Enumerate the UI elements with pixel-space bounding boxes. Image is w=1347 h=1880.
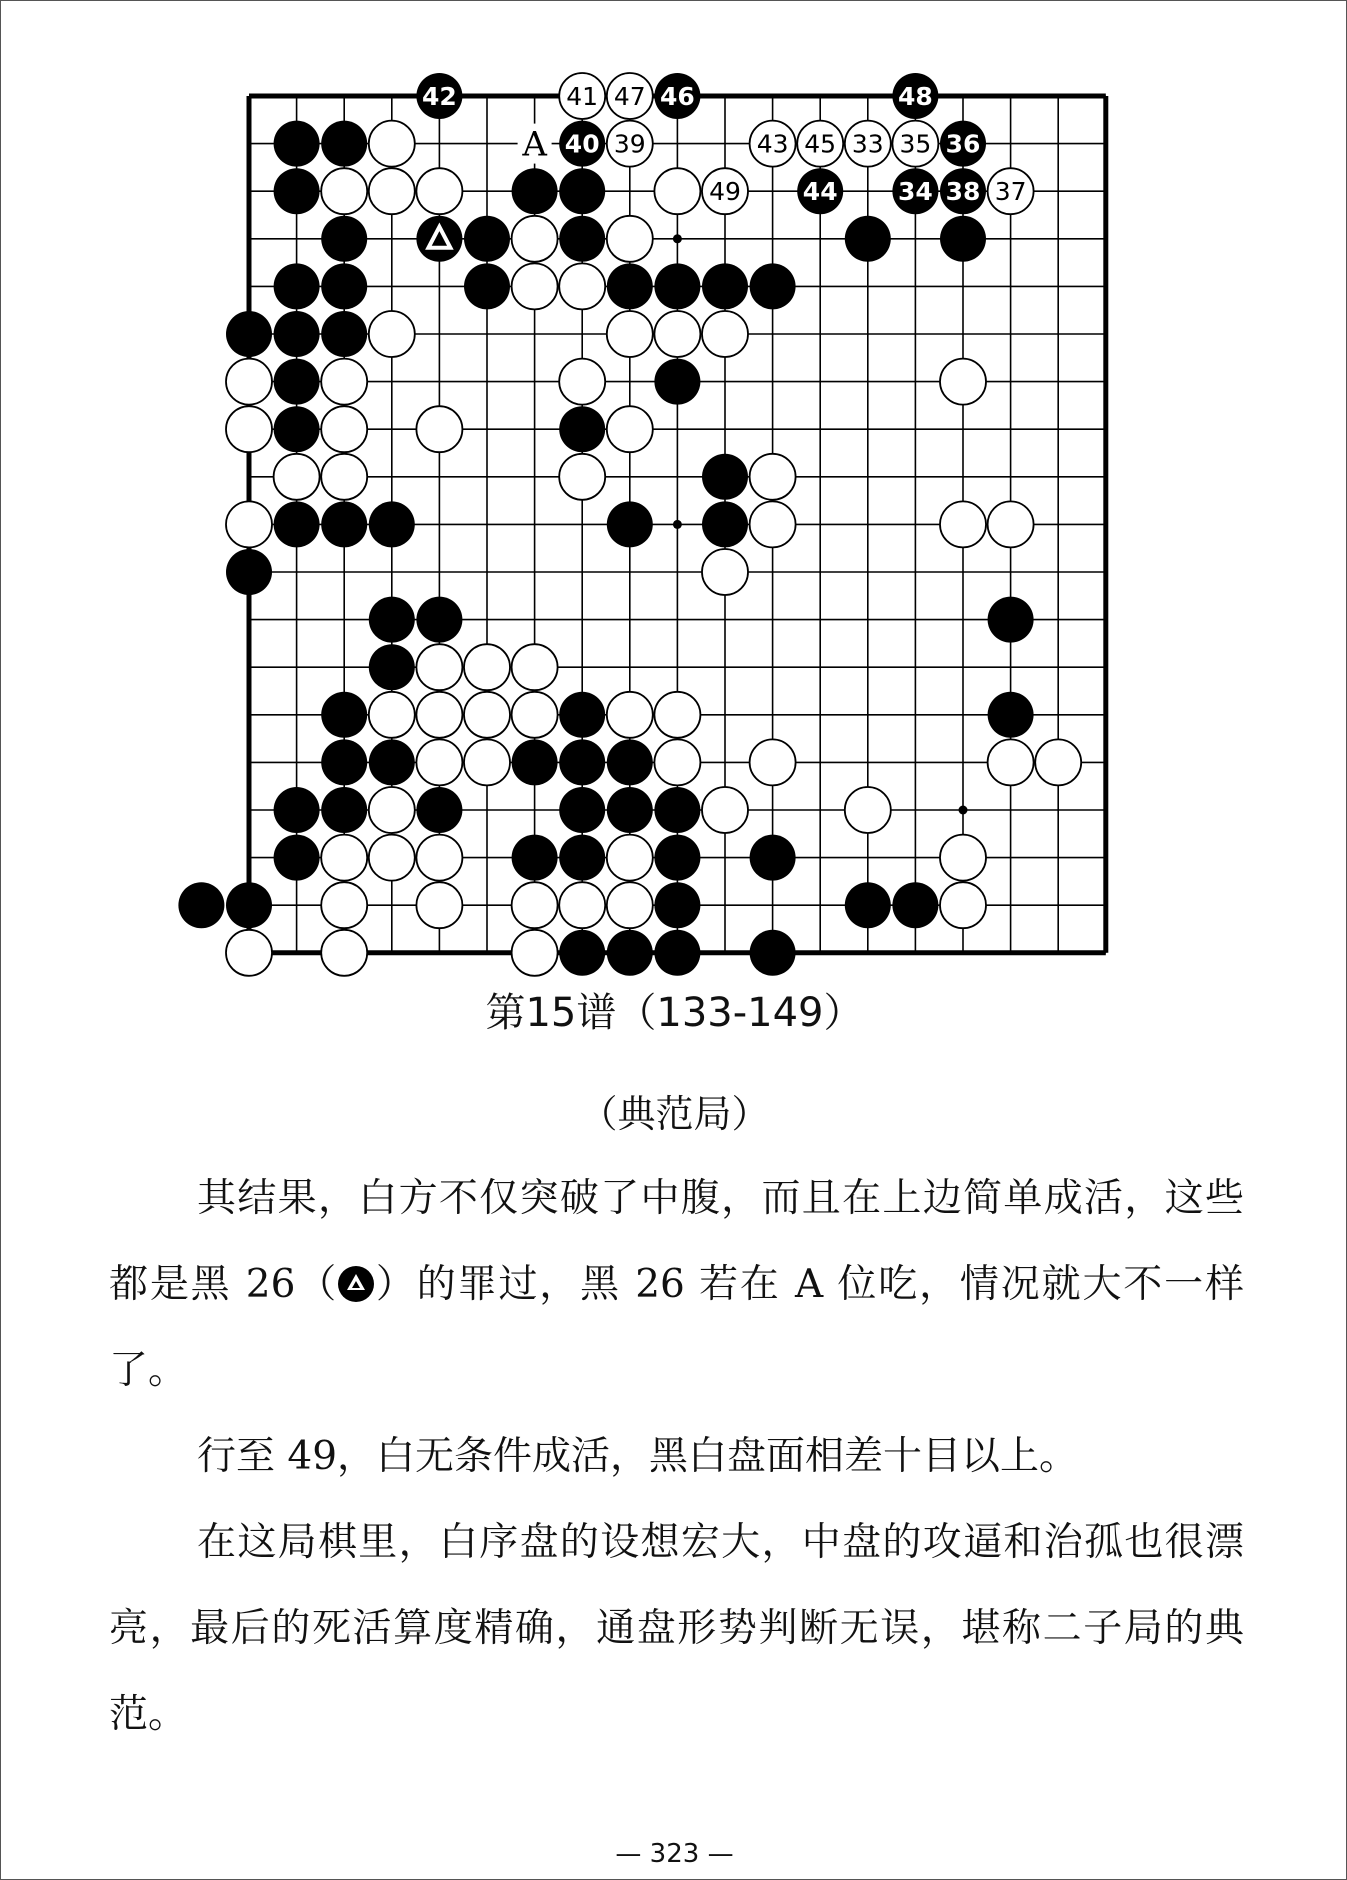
move-number-label: 48 — [898, 82, 933, 111]
black-stone — [559, 739, 605, 785]
black-stone — [892, 882, 938, 928]
white-stone — [512, 216, 558, 262]
white-stone — [369, 121, 415, 167]
white-stone — [559, 882, 605, 928]
black-stone — [988, 597, 1034, 643]
white-stone — [369, 692, 415, 738]
black-stone — [654, 359, 700, 405]
black-stone — [512, 835, 558, 881]
white-stone — [512, 930, 558, 976]
white-stone — [369, 835, 415, 881]
white-stone — [702, 549, 748, 595]
move-number-label: 36 — [945, 129, 981, 159]
white-stone — [321, 168, 367, 214]
white-stone — [416, 644, 462, 690]
move-number-label: 38 — [945, 177, 981, 207]
move-number-label: 40 — [564, 129, 600, 159]
white-stone — [464, 644, 510, 690]
white-stone — [416, 692, 462, 738]
diagram-caption: 第15谱（133-149） — [485, 990, 864, 1036]
black-stone — [274, 406, 320, 452]
black-stone — [607, 263, 653, 309]
move-number-label: 43 — [756, 129, 789, 159]
black-stone — [607, 739, 653, 785]
black-stone — [369, 644, 415, 690]
black-stone — [321, 692, 367, 738]
black-stone — [321, 263, 367, 309]
black-stone — [321, 787, 367, 833]
white-stone — [226, 359, 272, 405]
white-stone — [226, 406, 272, 452]
black-stone — [274, 501, 320, 547]
white-stone — [464, 692, 510, 738]
paragraph-1-part-a: 其结果，白方不仅突破了中腹，而且在上边简单成活，这些都是黑 26（ — [109, 1176, 1244, 1307]
star-point — [673, 520, 682, 529]
black-stone — [559, 930, 605, 976]
black-stone — [750, 263, 796, 309]
black-stone — [321, 739, 367, 785]
black-stone — [274, 168, 320, 214]
black-stone — [274, 359, 320, 405]
black-stone — [274, 787, 320, 833]
white-stone — [940, 501, 986, 547]
black-stone — [512, 168, 558, 214]
black-stone — [845, 882, 891, 928]
white-stone — [702, 787, 748, 833]
white-stone — [512, 692, 558, 738]
black-stone — [654, 835, 700, 881]
black-stone — [226, 549, 272, 595]
black-stone — [654, 930, 700, 976]
move-number-label: 44 — [802, 177, 838, 207]
white-stone — [416, 406, 462, 452]
move-number-label: 46 — [660, 82, 695, 111]
black-stone — [559, 168, 605, 214]
white-stone — [1035, 739, 1081, 785]
black-stone — [702, 263, 748, 309]
black-stone — [988, 692, 1034, 738]
white-stone — [321, 930, 367, 976]
white-stone — [607, 406, 653, 452]
white-stone — [464, 739, 510, 785]
white-stone — [416, 739, 462, 785]
white-stone — [416, 835, 462, 881]
white-stone — [559, 454, 605, 500]
white-stone — [654, 692, 700, 738]
black-stone — [559, 406, 605, 452]
white-stone — [750, 454, 796, 500]
black-stone — [559, 692, 605, 738]
black-stone — [321, 216, 367, 262]
black-stone — [274, 121, 320, 167]
black-stone — [559, 835, 605, 881]
move-number-label: 34 — [898, 177, 933, 207]
move-number-label: 49 — [709, 177, 741, 207]
white-stone — [274, 454, 320, 500]
move-number-label: 33 — [851, 129, 884, 159]
white-stone — [369, 311, 415, 357]
white-stone — [750, 739, 796, 785]
black-stone — [845, 216, 891, 262]
paragraph-3: 在这局棋里，白序盘的设想宏大，中盘的攻逼和治孤也很漂亮，最后的死活算度精确，通盘形势判断无误，堪称二子局的典范。 — [109, 1520, 1244, 1737]
black-stone — [607, 787, 653, 833]
black-stone — [321, 311, 367, 357]
white-stone — [988, 501, 1034, 547]
game-subtitle: （典范局） — [579, 1092, 770, 1136]
black-stone — [274, 263, 320, 309]
paragraph-2: 行至 49，白无条件成活，黑白盘面相差十目以上。 — [197, 1434, 1079, 1479]
black-stone — [464, 263, 510, 309]
white-stone — [940, 359, 986, 405]
black-stone — [750, 930, 796, 976]
black-stone — [274, 311, 320, 357]
black-stone — [940, 216, 986, 262]
point-letter-label: A — [522, 124, 547, 165]
black-stone — [559, 216, 605, 262]
black-triangle-stone-icon — [338, 1266, 374, 1302]
white-stone — [321, 359, 367, 405]
star-point — [959, 806, 968, 815]
white-stone — [512, 263, 558, 309]
black-stone — [226, 311, 272, 357]
black-stone — [321, 501, 367, 547]
white-stone — [512, 644, 558, 690]
white-stone — [512, 882, 558, 928]
white-stone — [607, 692, 653, 738]
black-stone — [321, 121, 367, 167]
move-number-label: 41 — [566, 82, 599, 111]
black-stone — [607, 930, 653, 976]
white-stone — [607, 216, 653, 262]
star-point — [673, 234, 682, 243]
black-stone — [226, 882, 272, 928]
black-stone — [654, 882, 700, 928]
white-stone — [321, 454, 367, 500]
white-stone — [845, 787, 891, 833]
commentary-text — [109, 1156, 1244, 1758]
move-number-label: 35 — [899, 129, 932, 159]
move-number-label: 39 — [613, 129, 646, 159]
black-stone — [559, 787, 605, 833]
black-stone — [750, 835, 796, 881]
black-stone — [512, 739, 558, 785]
white-stone — [654, 311, 700, 357]
white-stone — [559, 263, 605, 309]
go-board-diagram — [1, 1, 1347, 981]
move-number-label: 42 — [422, 82, 457, 111]
black-stone — [178, 882, 224, 928]
white-stone — [321, 882, 367, 928]
page-number: — 323 — — [615, 1839, 734, 1869]
white-stone — [369, 787, 415, 833]
paragraph-1-part-b: ）的罪过，黑 26 若在 A 位吃，情况就大不一样了。 — [109, 1262, 1244, 1393]
white-stone — [226, 501, 272, 547]
black-stone — [654, 263, 700, 309]
white-stone — [750, 501, 796, 547]
move-number-label: 37 — [994, 177, 1027, 207]
white-stone — [607, 311, 653, 357]
black-stone — [369, 739, 415, 785]
paragraph-1 — [109, 1156, 1244, 1414]
black-stone — [607, 501, 653, 547]
white-stone — [988, 739, 1034, 785]
white-stone — [654, 739, 700, 785]
black-stone — [702, 454, 748, 500]
white-stone — [702, 311, 748, 357]
black-stone — [369, 597, 415, 643]
white-stone — [416, 882, 462, 928]
white-stone — [321, 406, 367, 452]
black-stone — [702, 501, 748, 547]
white-stone — [559, 359, 605, 405]
black-stone — [274, 835, 320, 881]
black-stone — [369, 501, 415, 547]
black-stone — [464, 216, 510, 262]
move-number-label: 45 — [804, 129, 837, 159]
white-stone — [940, 835, 986, 881]
black-stone — [654, 787, 700, 833]
white-stone — [607, 835, 653, 881]
move-number-label: 47 — [613, 82, 646, 111]
white-stone — [321, 835, 367, 881]
white-stone — [654, 168, 700, 214]
white-stone — [226, 930, 272, 976]
black-stone — [416, 787, 462, 833]
black-stone — [416, 597, 462, 643]
white-stone — [369, 168, 415, 214]
white-stone — [416, 168, 462, 214]
white-stone — [607, 882, 653, 928]
white-stone — [940, 882, 986, 928]
